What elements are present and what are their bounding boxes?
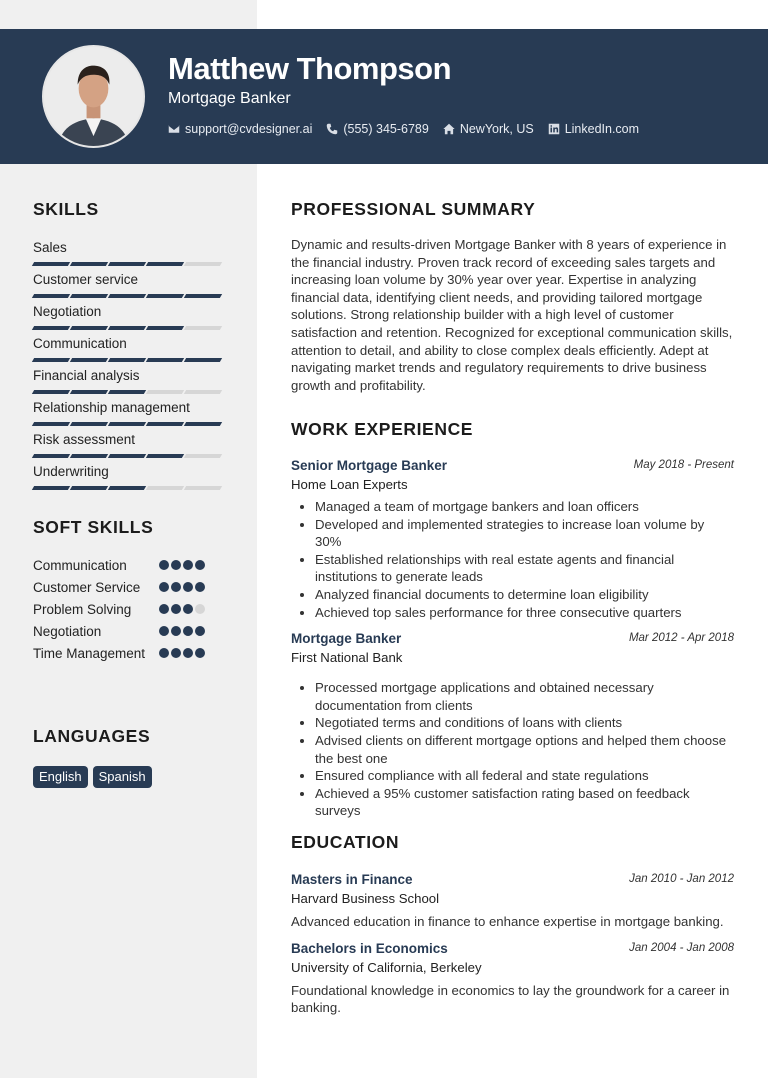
skill-item	[33, 304, 228, 336]
skill-level-segment	[70, 262, 108, 266]
job-bullets	[291, 679, 734, 820]
soft-skill-dot	[171, 648, 181, 658]
soft-skill-name: Communication	[33, 558, 127, 573]
skill-level-segment	[146, 486, 184, 490]
skill-name: Communication	[33, 336, 127, 351]
languages-section	[33, 726, 228, 788]
contact-location-text: NewYork, US	[459, 122, 534, 136]
skill-level-bar	[33, 486, 221, 490]
job-header	[291, 631, 734, 649]
job-bullet: Developed and implemented strategies to increase loan volume by 30%	[291, 516, 734, 551]
soft-skill-dot	[195, 582, 205, 592]
summary-text: Dynamic and results-driven Mortgage Banker with 8 years of experience in the financial industry. Proven track record of exceeding sales targets and increasing loan volume by 30% year over year. Expertise in analyzing financial data, identifying client needs, and providing tailored mortgage solutions. Strong relationship builder with a high level of customer satisfaction and retention. Recognized for exceptional communication skills, attention to detail, and ability to close complex deals efficiently. Adept at navigating market trends and regulatory requirements to drive business growth and profitability.	[291, 237, 733, 393]
soft-skill-dot	[159, 604, 169, 614]
soft-skill-dot	[183, 582, 193, 592]
skill-level-segment	[70, 486, 108, 490]
job-header	[291, 458, 734, 476]
soft-skill-item	[33, 579, 228, 596]
skill-name: Customer service	[33, 272, 139, 287]
skill-level-segment	[108, 422, 146, 426]
education-entry	[291, 941, 734, 1017]
skill-level-segment	[146, 326, 184, 330]
job-role: Mortgage Banker	[291, 631, 402, 647]
education-school: University of California, Berkeley	[291, 959, 482, 975]
job-role: Senior Mortgage Banker	[291, 458, 448, 473]
profile-photo-icon	[44, 47, 143, 146]
phone-icon	[326, 123, 338, 135]
skills-list	[33, 240, 228, 496]
skill-level-segment	[184, 358, 222, 362]
soft-skill-level	[159, 582, 205, 592]
skill-level-bar	[33, 454, 221, 458]
skill-level-segment	[146, 294, 184, 298]
soft-skill-name: Negotiation	[33, 624, 102, 639]
soft-skill-dot	[183, 560, 193, 570]
contact-list	[168, 122, 639, 136]
soft-skill-dot	[171, 604, 181, 614]
candidate-title: Mortgage Banker	[168, 90, 291, 107]
skill-level-segment	[146, 422, 184, 426]
job-bullets	[291, 498, 734, 621]
language-badge: Spanish	[93, 766, 152, 788]
languages-list	[33, 766, 228, 788]
skill-level-segment	[32, 326, 70, 330]
job-bullet: Ensured compliance with all federal and state regulations	[291, 767, 734, 785]
skill-name: Risk assessment	[33, 432, 136, 447]
linkedin-icon	[548, 123, 560, 135]
contact-phone[interactable]	[326, 122, 428, 136]
education-header	[291, 941, 734, 959]
skill-level-bar	[33, 294, 221, 298]
skill-level-segment	[146, 454, 184, 458]
skill-item	[33, 400, 228, 432]
skill-name: Relationship management	[33, 400, 190, 415]
skill-level-segment	[70, 294, 108, 298]
skill-level-segment	[108, 358, 146, 362]
education-degree: Masters in Finance	[291, 872, 413, 887]
skill-level-bar	[33, 390, 221, 394]
contact-location	[443, 122, 534, 136]
job-date: May 2018 - Present	[633, 459, 734, 471]
job-bullet: Established relationships with real estate agents and financial institutions to generate leads	[291, 551, 734, 586]
languages-heading: LANGUAGES	[33, 726, 151, 746]
skill-level-segment	[146, 262, 184, 266]
soft-skill-dot	[159, 626, 169, 636]
education-date: Jan 2010 - Jan 2012	[629, 873, 734, 885]
soft-skill-dot	[159, 582, 169, 592]
job-date: Mar 2012 - Apr 2018	[628, 632, 734, 645]
job-company: First National Bank	[291, 650, 403, 666]
skill-item	[33, 240, 228, 272]
mail-icon	[168, 123, 180, 135]
skill-level-segment	[32, 294, 70, 298]
summary-section	[291, 199, 734, 394]
soft-skill-dot	[183, 648, 193, 658]
education-school: Harvard Business School	[291, 891, 440, 906]
soft-skills-section	[33, 517, 228, 662]
skill-level-segment	[70, 358, 108, 362]
soft-skill-level	[159, 604, 205, 614]
soft-skill-dot	[159, 648, 169, 658]
skill-level-segment	[108, 454, 146, 458]
soft-skill-item	[33, 645, 228, 662]
job-bullet: Processed mortgage applications and obtained necessary documentation from clients	[291, 679, 734, 714]
job-bullet: Advised clients on different mortgage options and helped them choose the best one	[291, 732, 734, 767]
skill-level-segment	[108, 262, 146, 266]
skill-level-segment	[108, 390, 146, 394]
soft-skill-dot	[171, 582, 181, 592]
job-bullet: Achieved top sales performance for three consecutive quarters	[291, 604, 734, 622]
soft-skill-level	[159, 648, 205, 658]
skill-level-bar	[33, 358, 221, 362]
skill-name: Sales	[33, 240, 67, 255]
education-entry	[291, 872, 734, 931]
skill-name: Underwriting	[33, 464, 109, 479]
skill-level-bar	[33, 326, 221, 330]
skill-level-bar	[33, 422, 221, 426]
soft-skill-level	[159, 626, 205, 636]
soft-skill-level	[159, 560, 205, 570]
skill-level-segment	[184, 326, 222, 330]
language-badge: English	[33, 766, 88, 788]
skill-level-segment	[70, 454, 108, 458]
skill-level-segment	[184, 454, 222, 458]
soft-skill-dot	[171, 560, 181, 570]
education-section	[291, 832, 734, 1017]
resume-header	[0, 29, 768, 164]
skill-level-segment	[108, 326, 146, 330]
job-company: Home Loan Experts	[291, 477, 408, 492]
experience-heading: WORK EXPERIENCE	[291, 419, 474, 439]
skill-level-segment	[32, 358, 70, 362]
skill-item	[33, 432, 228, 464]
job-entry	[291, 458, 734, 621]
skill-level-segment	[32, 454, 70, 458]
skill-item	[33, 272, 228, 304]
experience-section	[291, 419, 734, 820]
skills-heading: SKILLS	[33, 199, 99, 219]
job-bullet: Analyzed financial documents to determine loan eligibility	[291, 586, 734, 604]
skill-level-segment	[70, 326, 108, 330]
skill-level-segment	[32, 422, 70, 426]
education-description: Foundational knowledge in economics to lay the groundwork for a career in banking.	[291, 982, 730, 1016]
jobs-list	[291, 458, 734, 820]
education-list	[291, 872, 734, 1017]
skill-item	[33, 336, 228, 368]
skill-level-segment	[184, 294, 222, 298]
skill-level-segment	[70, 422, 108, 426]
soft-skill-dot	[183, 626, 193, 636]
skill-level-segment	[32, 486, 70, 490]
skill-level-segment	[184, 390, 222, 394]
skill-level-segment	[32, 262, 70, 266]
skill-level-segment	[108, 294, 146, 298]
skill-level-segment	[146, 358, 184, 362]
skill-level-segment	[184, 262, 222, 266]
education-date: Jan 2004 - Jan 2008	[629, 941, 734, 954]
soft-skill-dot	[195, 560, 205, 570]
soft-skills-list	[33, 557, 228, 662]
job-bullet: Negotiated terms and conditions of loans with clients	[291, 714, 734, 732]
skill-name: Negotiation	[33, 304, 102, 319]
soft-skill-dot	[195, 626, 205, 636]
contact-email[interactable]	[168, 122, 312, 136]
summary-heading: PROFESSIONAL SUMMARY	[291, 199, 536, 219]
skill-level-segment	[70, 390, 108, 394]
skill-level-segment	[184, 486, 222, 490]
soft-skill-dot	[195, 604, 205, 614]
soft-skill-name: Problem Solving	[33, 602, 132, 617]
contact-email-text: support@cvdesigner.ai	[185, 122, 313, 136]
education-heading: EDUCATION	[291, 832, 400, 852]
avatar	[42, 45, 145, 148]
contact-phone-text: (555) 345-6789	[343, 122, 429, 136]
education-degree: Bachelors in Economics	[291, 940, 448, 956]
skill-level-bar	[33, 262, 221, 266]
job-entry	[291, 631, 734, 820]
contact-linkedin[interactable]	[548, 122, 639, 136]
skill-level-segment	[146, 390, 184, 394]
skill-level-segment	[32, 390, 70, 394]
soft-skill-item	[33, 623, 228, 640]
soft-skill-dot	[171, 626, 181, 636]
skill-level-segment	[184, 422, 222, 426]
skills-section	[33, 199, 228, 496]
home-icon	[443, 123, 455, 135]
education-description: Advanced education in finance to enhance expertise in mortgage banking.	[291, 914, 724, 929]
soft-skill-item	[33, 557, 228, 574]
soft-skill-item	[33, 601, 228, 618]
soft-skills-heading: SOFT SKILLS	[33, 517, 154, 537]
candidate-name: Matthew Thompson	[168, 51, 452, 86]
skill-level-segment	[108, 486, 146, 490]
soft-skill-name: Time Management	[33, 646, 146, 661]
soft-skill-dot	[159, 560, 169, 570]
soft-skill-dot	[183, 604, 193, 614]
soft-skill-name: Customer Service	[33, 580, 141, 595]
education-header	[291, 872, 734, 890]
job-bullet: Achieved a 95% customer satisfaction rating based on feedback surveys	[291, 785, 734, 820]
job-bullet: Managed a team of mortgage bankers and loan officers	[291, 498, 734, 516]
soft-skill-dot	[195, 648, 205, 658]
skill-item	[33, 368, 228, 400]
skill-name: Financial analysis	[33, 368, 140, 383]
contact-linkedin-text: LinkedIn.com	[564, 122, 640, 136]
skill-item	[33, 464, 228, 496]
